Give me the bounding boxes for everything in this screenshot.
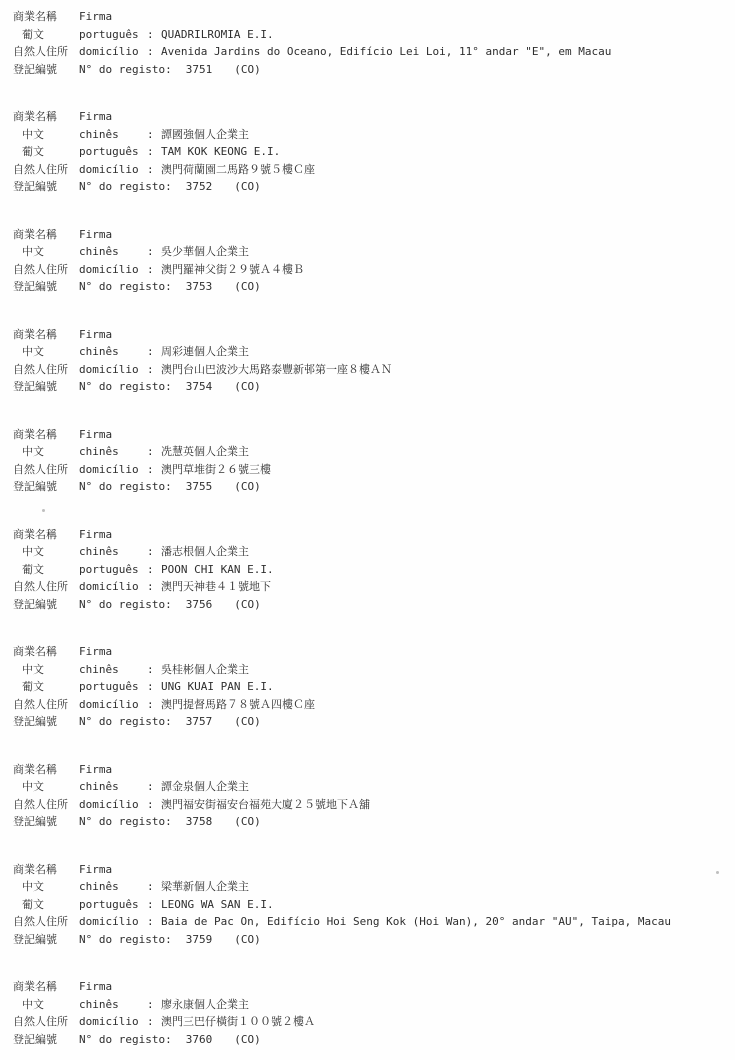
- portuguese-name-value: POON CHI KAN E.I.: [161, 562, 274, 576]
- portuguese-label-pt: português: [79, 680, 139, 693]
- chinese-name-value: 潘志根個人企業主: [161, 545, 249, 558]
- registration-number: 3759: [185, 932, 213, 946]
- domicile-value: Baia de Pac On, Edifício Hoi Seng Kok (Hoi Wan), 20° andar "AU", Taipa, Macau: [161, 915, 671, 928]
- colon-separator: :: [147, 127, 154, 141]
- registration-type: (CO): [234, 597, 261, 611]
- record-block: [13, 861, 735, 949]
- registration-type: (CO): [234, 280, 261, 293]
- portuguese-label-zh: 葡文: [22, 680, 44, 693]
- record-block: [13, 761, 735, 831]
- registration-row: [13, 596, 735, 614]
- colon-separator: :: [147, 797, 154, 811]
- portuguese-label-zh: 葡文: [22, 897, 44, 911]
- domicile-label-pt: domicílio: [79, 262, 139, 276]
- colon-separator: :: [147, 880, 154, 893]
- domicile-label-zh: 自然人住所: [13, 362, 68, 376]
- domicile-label-zh: 自然人住所: [13, 797, 68, 811]
- chinese-name-value: 周彩連個人企業主: [161, 345, 249, 358]
- chinese-label-zh: 中文: [22, 245, 44, 258]
- registration-label-pt: N° do registo:: [79, 715, 172, 728]
- registration-row: [13, 61, 735, 79]
- colon-separator: :: [147, 780, 154, 793]
- portuguese-label-zh: 葡文: [22, 27, 44, 41]
- registration-type: (CO): [234, 815, 261, 828]
- registration-number: 3760: [185, 1032, 213, 1046]
- registration-number: 3752: [185, 180, 213, 193]
- colon-separator: :: [147, 462, 154, 476]
- registration-number: 3753: [185, 280, 213, 293]
- colon-separator: :: [147, 245, 154, 258]
- registration-type: (CO): [234, 380, 261, 393]
- domicile-label-pt: domicílio: [79, 580, 139, 593]
- chinese-name-row: [13, 996, 735, 1014]
- registration-row: [13, 378, 735, 396]
- registration-number: 3757: [185, 715, 213, 728]
- domicile-row: [13, 913, 735, 931]
- portuguese-name-row: [13, 896, 735, 914]
- chinese-name-row: [13, 878, 735, 896]
- chinese-label-pt: chinês: [79, 880, 119, 893]
- colon-separator: :: [147, 362, 154, 376]
- registration-label-pt: N° do registo:: [79, 932, 172, 946]
- chinese-name-row: [13, 126, 735, 144]
- domicile-value: 澳門三巴仔橫街１００號２樓Ａ: [161, 1015, 315, 1028]
- registration-row: [13, 478, 735, 496]
- registration-type: (CO): [234, 180, 261, 193]
- chinese-label-pt: chinês: [79, 780, 119, 793]
- domicile-label-pt: domicílio: [79, 45, 139, 58]
- registration-number: 3751: [185, 62, 213, 76]
- registration-label-pt: N° do registo:: [79, 597, 172, 611]
- chinese-name-value: 梁華新個人企業主: [161, 880, 249, 893]
- record-block: [13, 426, 735, 496]
- chinese-label-pt: chinês: [79, 997, 119, 1011]
- colon-separator: :: [147, 545, 154, 558]
- portuguese-name-row: [13, 678, 735, 696]
- registration-type: (CO): [234, 1032, 261, 1046]
- firm-label-zh: 商業名稱: [13, 862, 57, 876]
- firm-header-row: [13, 861, 735, 879]
- chinese-label-zh: 中文: [22, 997, 44, 1011]
- portuguese-name-value: TAM KOK KEONG E.I.: [161, 145, 281, 158]
- registration-label-zh: 登記編號: [13, 180, 57, 193]
- domicile-label-zh: 自然人住所: [13, 262, 68, 276]
- registration-label-pt: N° do registo:: [79, 280, 172, 293]
- registration-row: [13, 278, 735, 296]
- registration-label-pt: N° do registo:: [79, 62, 172, 76]
- colon-separator: :: [147, 145, 154, 158]
- chinese-name-value: 冼慧英個人企業主: [161, 445, 249, 458]
- firm-label-zh: 商業名稱: [13, 10, 57, 23]
- firm-label-zh: 商業名稱: [13, 980, 57, 993]
- firm-label-pt: Firma: [79, 645, 113, 658]
- portuguese-label-zh: 葡文: [22, 562, 44, 576]
- registration-label-zh: 登記編號: [13, 597, 57, 611]
- chinese-label-pt: chinês: [79, 445, 119, 458]
- firm-label-zh: 商業名稱: [13, 427, 57, 441]
- portuguese-name-value: LEONG WA SAN E.I.: [161, 897, 274, 911]
- colon-separator: :: [147, 680, 154, 693]
- record-block: [13, 108, 735, 196]
- domicile-label-zh: 自然人住所: [13, 462, 68, 476]
- firm-header-row: [13, 326, 735, 344]
- registration-number: 3754: [185, 380, 213, 393]
- registration-label-zh: 登記編號: [13, 715, 57, 728]
- scan-speck: [716, 871, 719, 874]
- registration-row: [13, 931, 735, 949]
- domicile-label-zh: 自然人住所: [13, 915, 68, 928]
- domicile-value: 澳門台山巴波沙大馬路泰豐新邨第一座８樓ＡＮ: [161, 362, 392, 376]
- registration-number: 3758: [185, 815, 213, 828]
- colon-separator: :: [147, 915, 154, 928]
- registration-label-zh: 登記編號: [13, 280, 57, 293]
- chinese-label-zh: 中文: [22, 662, 44, 676]
- domicile-label-pt: domicílio: [79, 1015, 139, 1028]
- registration-label-pt: N° do registo:: [79, 380, 172, 393]
- firm-label-zh: 商業名稱: [13, 762, 57, 776]
- chinese-label-zh: 中文: [22, 127, 44, 141]
- registration-row: [13, 178, 735, 196]
- firm-header-row: [13, 526, 735, 544]
- record-block: [13, 8, 735, 78]
- domicile-row: [13, 261, 735, 279]
- chinese-name-row: [13, 661, 735, 679]
- firm-label-pt: Firma: [79, 762, 113, 776]
- registration-row: [13, 1031, 735, 1049]
- registration-label-zh: 登記編號: [13, 932, 57, 946]
- chinese-name-row: [13, 243, 735, 261]
- colon-separator: :: [147, 662, 154, 676]
- firm-label-zh: 商業名稱: [13, 527, 57, 541]
- chinese-label-zh: 中文: [22, 780, 44, 793]
- firm-label-pt: Firma: [79, 862, 113, 876]
- portuguese-label-pt: português: [79, 27, 139, 41]
- colon-separator: :: [147, 345, 154, 358]
- portuguese-label-pt: português: [79, 145, 139, 158]
- domicile-label-pt: domicílio: [79, 797, 139, 811]
- colon-separator: :: [147, 697, 154, 711]
- registration-label-pt: N° do registo:: [79, 480, 172, 493]
- chinese-name-value: 廖永康個人企業主: [161, 997, 249, 1011]
- colon-separator: :: [147, 580, 154, 593]
- domicile-label-zh: 自然人住所: [13, 45, 68, 58]
- chinese-label-pt: chinês: [79, 127, 119, 141]
- domicile-row: [13, 578, 735, 596]
- firm-header-row: [13, 978, 735, 996]
- firm-header-row: [13, 108, 735, 126]
- domicile-row: [13, 796, 735, 814]
- domicile-value: 澳門提督馬路７８號Ａ四樓Ｃ座: [161, 697, 315, 711]
- registration-number: 3756: [185, 597, 213, 611]
- portuguese-name-row: [13, 26, 735, 44]
- domicile-label-zh: 自然人住所: [13, 162, 68, 176]
- firm-label-zh: 商業名稱: [13, 227, 57, 241]
- chinese-name-row: [13, 443, 735, 461]
- registration-type: (CO): [234, 715, 261, 728]
- registration-label-pt: N° do registo:: [79, 815, 172, 828]
- domicile-value: Avenida Jardins do Oceano, Edifício Lei Loi, 11° andar "E", em Macau: [161, 45, 612, 58]
- domicile-label-zh: 自然人住所: [13, 697, 68, 711]
- chinese-name-value: 譚金泉個人企業主: [161, 780, 249, 793]
- registration-type: (CO): [234, 62, 261, 76]
- firm-label-pt: Firma: [79, 10, 113, 23]
- chinese-name-value: 譚國強個人企業主: [161, 127, 249, 141]
- domicile-row: [13, 361, 735, 379]
- registration-label-pt: N° do registo:: [79, 1032, 172, 1046]
- firm-label-pt: Firma: [79, 427, 113, 441]
- domicile-row: [13, 43, 735, 61]
- record-block: [13, 643, 735, 731]
- portuguese-label-pt: português: [79, 897, 139, 911]
- firm-label-pt: Firma: [79, 980, 113, 993]
- registration-row: [13, 813, 735, 831]
- portuguese-name-value: UNG KUAI PAN E.I.: [161, 680, 274, 693]
- chinese-label-pt: chinês: [79, 662, 119, 676]
- firm-header-row: [13, 8, 735, 26]
- chinese-name-value: 吳桂彬個人企業主: [161, 662, 249, 676]
- chinese-label-zh: 中文: [22, 445, 44, 458]
- domicile-label-pt: domicílio: [79, 915, 139, 928]
- chinese-name-row: [13, 543, 735, 561]
- firm-label-zh: 商業名稱: [13, 645, 57, 658]
- firm-label-pt: Firma: [79, 527, 113, 541]
- firm-header-row: [13, 643, 735, 661]
- domicile-row: [13, 1013, 735, 1031]
- colon-separator: :: [147, 562, 154, 576]
- chinese-label-pt: chinês: [79, 545, 119, 558]
- domicile-row: [13, 696, 735, 714]
- portuguese-name-value: QUADRILROMIA E.I.: [161, 27, 274, 41]
- portuguese-label-pt: português: [79, 562, 139, 576]
- record-block: [13, 326, 735, 396]
- domicile-value: 澳門天神巷４１號地下: [161, 580, 271, 593]
- registration-label-zh: 登記編號: [13, 815, 57, 828]
- scan-speck: [42, 509, 45, 512]
- firm-label-pt: Firma: [79, 327, 113, 341]
- registration-label-zh: 登記編號: [13, 380, 57, 393]
- portuguese-name-row: [13, 143, 735, 161]
- chinese-label-zh: 中文: [22, 345, 44, 358]
- domicile-label-zh: 自然人住所: [13, 1015, 68, 1028]
- colon-separator: :: [147, 162, 154, 176]
- firm-label-zh: 商業名稱: [13, 110, 57, 123]
- record-block: [13, 978, 735, 1048]
- record-block: [13, 526, 735, 614]
- colon-separator: :: [147, 445, 154, 458]
- firm-label-pt: Firma: [79, 227, 113, 241]
- domicile-label-pt: domicílio: [79, 362, 139, 376]
- registration-row: [13, 713, 735, 731]
- firm-header-row: [13, 226, 735, 244]
- colon-separator: :: [147, 45, 154, 58]
- registration-number: 3755: [185, 480, 213, 493]
- firm-label-pt: Firma: [79, 110, 113, 123]
- domicile-label-pt: domicílio: [79, 162, 139, 176]
- registration-label-zh: 登記編號: [13, 62, 57, 76]
- chinese-name-row: [13, 343, 735, 361]
- registration-label-pt: N° do registo:: [79, 180, 172, 193]
- firm-label-zh: 商業名稱: [13, 327, 57, 341]
- domicile-value: 澳門草堆街２６號三樓: [161, 462, 271, 476]
- firm-header-row: [13, 761, 735, 779]
- portuguese-name-row: [13, 561, 735, 579]
- chinese-label-zh: 中文: [22, 545, 44, 558]
- colon-separator: :: [147, 262, 154, 276]
- domicile-row: [13, 161, 735, 179]
- domicile-label-pt: domicílio: [79, 697, 139, 711]
- firm-header-row: [13, 426, 735, 444]
- chinese-label-pt: chinês: [79, 345, 119, 358]
- registration-label-zh: 登記編號: [13, 1032, 57, 1046]
- domicile-label-zh: 自然人住所: [13, 580, 68, 593]
- chinese-name-row: [13, 778, 735, 796]
- domicile-row: [13, 461, 735, 479]
- chinese-label-pt: chinês: [79, 245, 119, 258]
- portuguese-label-zh: 葡文: [22, 145, 44, 158]
- colon-separator: :: [147, 897, 154, 911]
- colon-separator: :: [147, 1015, 154, 1028]
- registration-type: (CO): [234, 932, 261, 946]
- registration-type: (CO): [234, 480, 261, 493]
- domicile-value: 澳門福安街福安台福苑大廈２５號地下Ａ舖: [161, 797, 370, 811]
- domicile-value: 澳門羅神父街２９號Ａ４樓Ｂ: [161, 262, 304, 276]
- colon-separator: :: [147, 997, 154, 1011]
- colon-separator: :: [147, 27, 154, 41]
- chinese-name-value: 吳少華個人企業主: [161, 245, 249, 258]
- domicile-value: 澳門荷蘭園二馬路９號５樓Ｃ座: [161, 162, 315, 176]
- chinese-label-zh: 中文: [22, 880, 44, 893]
- registration-label-zh: 登記編號: [13, 480, 57, 493]
- record-block: [13, 226, 735, 296]
- domicile-label-pt: domicílio: [79, 462, 139, 476]
